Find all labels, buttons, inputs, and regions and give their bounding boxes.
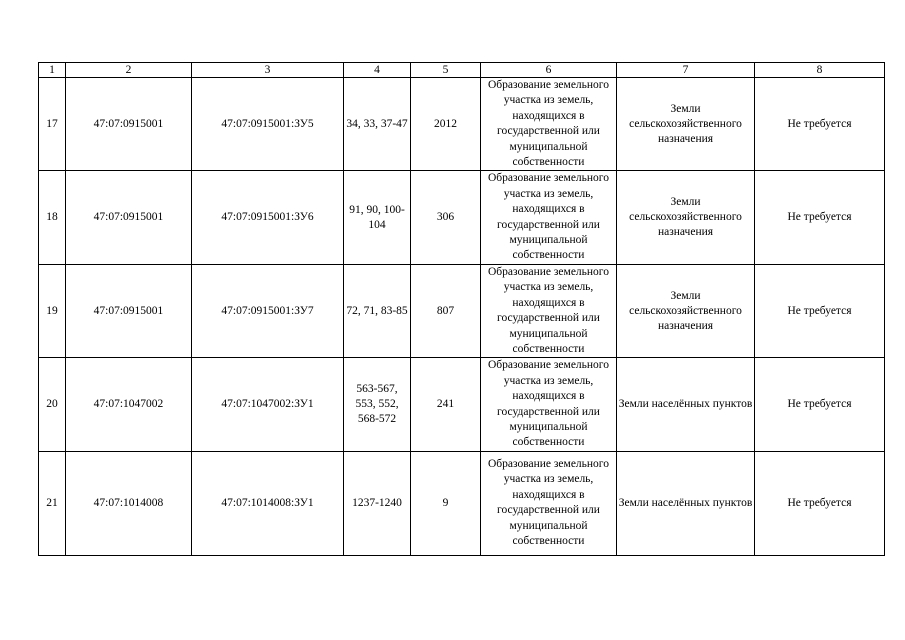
contour-points: 1237-1240 xyxy=(344,451,411,555)
header-cell: 5 xyxy=(411,63,481,78)
land-category: Земли сельскохозяйственного назначения xyxy=(617,264,755,357)
row-number: 17 xyxy=(39,78,66,171)
plot-area: 9 xyxy=(411,451,481,555)
header-cell: 3 xyxy=(192,63,344,78)
table-row xyxy=(39,171,885,264)
table-row xyxy=(39,78,885,171)
approval-note: Не требуется xyxy=(755,78,885,171)
formation-method: Образование земельного участка из земель, находящихся в государственной или муниципальной собственности xyxy=(481,78,617,171)
land-category: Земли населённых пунктов xyxy=(617,451,755,555)
table-row xyxy=(39,264,885,357)
land-plots-table xyxy=(38,62,885,556)
plot-area: 241 xyxy=(411,358,481,451)
approval-note: Не требуется xyxy=(755,358,885,451)
cadastral-quarter: 47:07:0915001 xyxy=(66,171,192,264)
row-number: 19 xyxy=(39,264,66,357)
formation-method: Образование земельного участка из земель, находящихся в государственной или муниципальной собственности xyxy=(481,171,617,264)
land-category: Земли сельскохозяйственного назначения xyxy=(617,78,755,171)
formation-method: Образование земельного участка из земель, находящихся в государственной или муниципальной собственности xyxy=(481,451,617,555)
contour-points: 34, 33, 37-47 xyxy=(344,78,411,171)
cadastral-quarter: 47:07:0915001 xyxy=(66,264,192,357)
formation-method: Образование земельного участка из земель, находящихся в государственной или муниципальной собственности xyxy=(481,264,617,357)
plot-designation: 47:07:0915001:ЗУ7 xyxy=(192,264,344,357)
contour-points: 563-567, 553, 552, 568-572 xyxy=(344,358,411,451)
row-number: 18 xyxy=(39,171,66,264)
plot-designation: 47:07:0915001:ЗУ5 xyxy=(192,78,344,171)
cadastral-quarter: 47:07:1047002 xyxy=(66,358,192,451)
header-cell: 6 xyxy=(481,63,617,78)
header-row xyxy=(39,63,885,78)
row-number: 21 xyxy=(39,451,66,555)
table-row xyxy=(39,358,885,451)
table-row xyxy=(39,451,885,555)
header-cell: 7 xyxy=(617,63,755,78)
plot-designation: 47:07:1047002:ЗУ1 xyxy=(192,358,344,451)
cadastral-quarter: 47:07:0915001 xyxy=(66,78,192,171)
approval-note: Не требуется xyxy=(755,264,885,357)
land-category: Земли сельскохозяйственного назначения xyxy=(617,171,755,264)
cadastral-quarter: 47:07:1014008 xyxy=(66,451,192,555)
header-cell: 1 xyxy=(39,63,66,78)
header-cell: 4 xyxy=(344,63,411,78)
plot-designation: 47:07:1014008:ЗУ1 xyxy=(192,451,344,555)
land-category: Земли населённых пунктов xyxy=(617,358,755,451)
contour-points: 72, 71, 83-85 xyxy=(344,264,411,357)
approval-note: Не требуется xyxy=(755,171,885,264)
plot-designation: 47:07:0915001:ЗУ6 xyxy=(192,171,344,264)
formation-method: Образование земельного участка из земель, находящихся в государственной или муниципальной собственности xyxy=(481,358,617,451)
plot-area: 2012 xyxy=(411,78,481,171)
header-cell: 8 xyxy=(755,63,885,78)
plot-area: 306 xyxy=(411,171,481,264)
approval-note: Не требуется xyxy=(755,451,885,555)
contour-points: 91, 90, 100-104 xyxy=(344,171,411,264)
header-cell: 2 xyxy=(66,63,192,78)
row-number: 20 xyxy=(39,358,66,451)
plot-area: 807 xyxy=(411,264,481,357)
